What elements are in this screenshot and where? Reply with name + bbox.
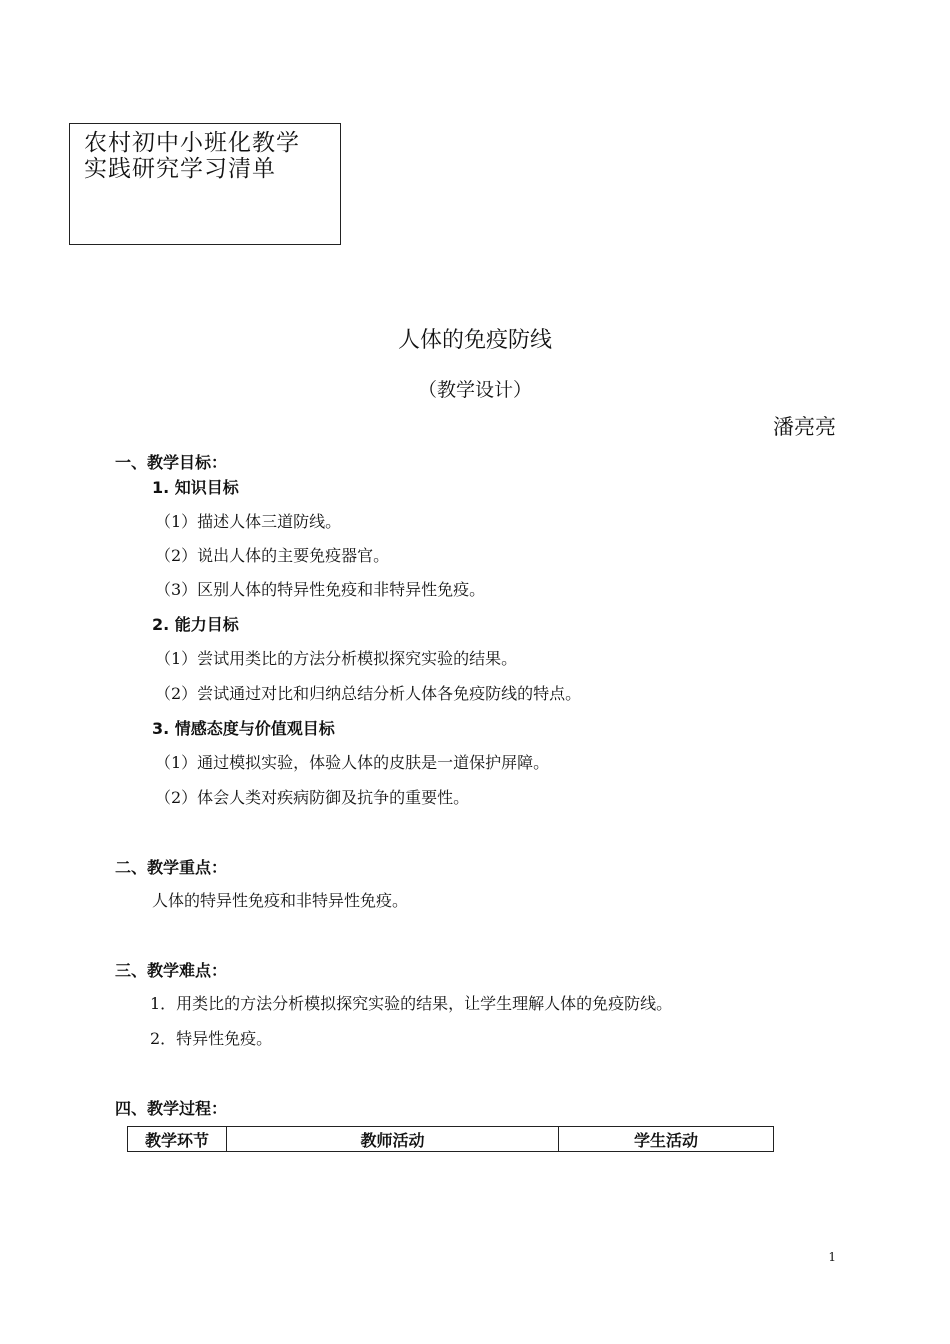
table-header-row	[128, 1127, 774, 1152]
section-heading-objectives: 一、教学目标：	[115, 453, 228, 472]
document-title: 人体的免疫防线	[397, 328, 552, 353]
process-table	[127, 1126, 774, 1152]
subheading-knowledge: 1. 知识目标	[152, 478, 239, 497]
author-name: 潘亮亮	[773, 415, 836, 439]
section-heading-process: 四、教学过程：	[115, 1099, 228, 1118]
section-heading-key-points: 二、教学重点：	[115, 858, 228, 877]
stamp-line-2: 实践研究学习清单	[84, 156, 276, 182]
stamp-box	[69, 123, 341, 245]
page-number: 1	[828, 1250, 836, 1264]
list-item: （2）说出人体的主要免疫器官。	[155, 546, 390, 565]
list-item: （3）区别人体的特异性免疫和非特异性免疫。	[155, 580, 486, 599]
list-item: （1）尝试用类比的方法分析模拟探究实验的结果。	[155, 649, 518, 668]
stamp-line-1: 农村初中小班化教学	[84, 130, 300, 156]
document-subtitle: （教学设计）	[417, 379, 532, 401]
table-header-student: 学生活动	[559, 1127, 774, 1152]
list-item: （1）通过模拟实验，体验人体的皮肤是一道保护屏障。	[155, 753, 550, 772]
list-item: （1）描述人体三道防线。	[155, 512, 342, 531]
subheading-ability: 2. 能力目标	[152, 615, 239, 634]
list-item: 1．用类比的方法分析模拟探究实验的结果，让学生理解人体的免疫防线。	[150, 994, 673, 1013]
list-item: （2）体会人类对疾病防御及抗争的重要性。	[155, 788, 470, 807]
section-heading-difficulties: 三、教学难点：	[115, 961, 228, 980]
list-item: （2）尝试通过对比和归纳总结分析人体各免疫防线的特点。	[155, 684, 582, 703]
table-header-teacher: 教师活动	[227, 1127, 559, 1152]
subheading-attitude: 3. 情感态度与价值观目标	[152, 719, 335, 738]
key-points-text: 人体的特异性免疫和非特异性免疫。	[152, 891, 409, 910]
table-header-stage: 教学环节	[128, 1127, 227, 1152]
list-item: 2．特异性免疫。	[150, 1029, 273, 1048]
